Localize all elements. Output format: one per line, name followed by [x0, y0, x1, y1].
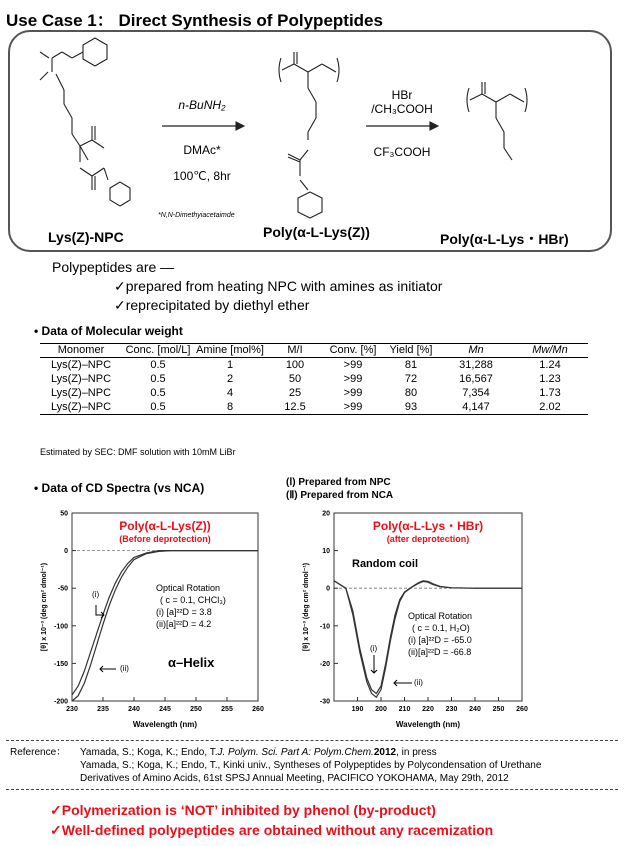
cell: 93 — [404, 401, 418, 413]
col-conc: Conc. [mol/L] — [122, 344, 194, 358]
rotation-condition: ( c = 0.1, CHCl₃) — [160, 595, 226, 605]
intro-point-2: ✓reprecipitated by diethyl ether — [114, 297, 310, 313]
reaction-scheme-structures — [0, 0, 627, 260]
arrow-ii — [394, 680, 412, 686]
structure-annotation: Random coil — [352, 558, 419, 570]
cell: 80 — [404, 387, 418, 399]
chart-subtitle: (after deprotection) — [386, 534, 470, 544]
chart-subtitle: (Before deprotection) — [119, 534, 211, 544]
compound-poly-lys-hbr: Poly(α-L-Lys・HBr) — [440, 231, 569, 247]
cell: 1.73 — [539, 387, 561, 399]
x-tick-label: 255 — [221, 706, 233, 713]
table-row — [40, 400, 588, 414]
x-tick-label: 200 — [375, 706, 387, 713]
col-yield: Yield [%] — [382, 344, 440, 358]
table-row — [40, 372, 588, 386]
col-mn: Mn — [440, 344, 512, 358]
rotation-value-ii: (ii)[a]²²D = 4.2 — [156, 619, 212, 629]
cd-heading: • Data of CD Spectra (vs NCA) — [34, 481, 205, 495]
x-tick-label: 230 — [66, 706, 78, 713]
arrow-ii — [100, 666, 116, 672]
reagent-solvent: DMAc* — [183, 143, 221, 157]
mw-table-wrap — [40, 343, 588, 415]
y-tick-label: -200 — [53, 698, 68, 706]
cell: Lys(Z)–NPC — [50, 387, 112, 399]
cell: 1.24 — [539, 359, 561, 371]
x-axis-label: Wavelength (nm) — [132, 720, 198, 729]
cell: 1 — [226, 359, 234, 371]
x-tick-label: 260 — [516, 706, 528, 713]
cell: 0.5 — [150, 359, 166, 371]
x-tick-label: 240 — [469, 706, 481, 713]
reference-label: Reference： — [10, 747, 67, 758]
reagent-conditions: 100℃, 8hr — [173, 169, 231, 183]
series-label-i: (i) — [92, 590, 100, 599]
cell: 0.5 — [150, 401, 166, 413]
y-tick-label: 0 — [326, 585, 330, 593]
intro-lead: Polypeptides are — — [52, 259, 175, 275]
arrow-i — [371, 655, 377, 673]
reference-journal: J. Polym. Sci. Part A: Polym.Chem. — [217, 747, 374, 758]
reagent-acetic-acid: /CH₃COOH — [371, 102, 433, 116]
rotation-value-i: (i) [a]²²D = 3.8 — [156, 607, 212, 617]
x-tick-label: 220 — [422, 706, 434, 713]
mw-note: Estimated by SEC: DMF solution with 10mM LiBr — [40, 447, 236, 457]
cell: 81 — [404, 359, 418, 371]
cell: Lys(Z)–NPC — [50, 401, 112, 413]
reference-status: , in press — [396, 747, 437, 758]
benzene-ring-3 — [298, 192, 322, 218]
cell: 2 — [226, 373, 234, 385]
reagent-tfa: CF₃COOH — [373, 145, 431, 159]
conclusion-1: ✓Polymerization is ‘NOT’ inhibited by phenol (by-product) — [50, 802, 436, 818]
rotation-condition: ( c = 0.1, H₂O) — [412, 623, 470, 633]
rotation-value-i: (i) [a]²²D = -65.0 — [408, 635, 472, 645]
cell: 7,354 — [462, 387, 490, 399]
y-tick-label: 10 — [322, 548, 330, 556]
table-row — [40, 386, 588, 400]
series-label-i: (i) — [370, 644, 378, 653]
rotation-title: Optical Rotation — [408, 611, 473, 621]
reference-box — [6, 740, 618, 790]
cell: 0.5 — [150, 387, 166, 399]
cell: 72 — [404, 373, 418, 385]
cell: 4,147 — [462, 401, 490, 413]
cell: >99 — [343, 401, 363, 413]
col-monomer: Monomer — [40, 344, 122, 358]
conclusion-2: ✓Well-defined polypeptides are obtained without any racemization — [50, 822, 494, 838]
cell: 2.02 — [539, 401, 561, 413]
mw-table-header — [40, 344, 588, 358]
chart-title: Poly(α-L-Lys(Z)) — [119, 519, 211, 533]
y-tick-label: 50 — [60, 510, 68, 518]
x-tick-label: 245 — [159, 706, 171, 713]
compound-poly-lysz: Poly(α-L-Lys(Z)) — [263, 224, 370, 240]
y-tick-label: -150 — [53, 660, 68, 668]
cd-chart-lysz — [0, 505, 300, 735]
chart-title: Poly(α-L-Lys・HBr) — [372, 519, 484, 533]
reagent-amine: n-BuNH₂ — [178, 98, 226, 112]
col-mi: M/I — [266, 344, 324, 358]
y-tick-label: -100 — [53, 623, 68, 631]
page-title: Use Case 1： Direct Synthesis of Polypeptides — [6, 11, 383, 30]
structure-annotation: α–Helix — [168, 655, 215, 670]
y-tick-label: 20 — [322, 510, 330, 518]
x-tick-label: 230 — [445, 706, 458, 713]
compound-lysz-npc: Lys(Z)-NPC — [48, 229, 124, 245]
reference-authors-1: Yamada, S.; Koga, K.; Endo, T. — [80, 747, 218, 758]
intro-point-1: ✓prepared from heating NPC with amines as initiator — [114, 278, 443, 294]
cell: 1.23 — [539, 373, 561, 385]
table-row — [40, 358, 588, 373]
x-tick-label: 240 — [128, 706, 140, 713]
mw-heading: • Data of Molecular weight — [34, 324, 183, 338]
benzene-ring-1 — [83, 38, 107, 66]
cell: 16,567 — [459, 373, 493, 385]
cd-chart-lys-hbr — [294, 505, 614, 735]
cell: Lys(Z)–NPC — [50, 373, 112, 385]
x-tick-label: 250 — [492, 706, 505, 713]
rotation-title: Optical Rotation — [156, 583, 221, 593]
col-conv: Conv. [%] — [324, 344, 382, 358]
cell: 12.5 — [284, 401, 306, 413]
cell: 0.5 — [150, 373, 166, 385]
col-amine: Amine [mol%] — [194, 344, 266, 358]
y-tick-label: -30 — [319, 698, 330, 706]
reference-line-2: Yamada, S.; Koga, K.; Endo, T., Kinki univ., Syntheses of Polypeptides by Polycondensation of Urethane — [80, 760, 542, 771]
x-tick-label: 210 — [398, 706, 411, 713]
series-label-ii: (ii) — [120, 664, 129, 673]
cell: >99 — [343, 373, 363, 385]
scheme-footnote: *N,N-Dimethyiacetaimde — [158, 212, 235, 219]
y-tick-label: -10 — [319, 623, 330, 631]
col-mwmn: Mw/Mn — [512, 344, 588, 358]
legend-npc: (Ⅰ) Prepared from NPC — [286, 477, 391, 488]
benzene-ring-2 — [110, 182, 130, 206]
cell: 8 — [226, 401, 234, 413]
cell: >99 — [343, 359, 363, 371]
x-tick-label: 250 — [190, 706, 202, 713]
x-tick-label: 190 — [351, 706, 364, 713]
x-axis-label: Wavelength (nm) — [395, 720, 461, 729]
y-axis-label: [θ] x 10⁻³ (deg cm² dmol⁻¹) — [303, 562, 310, 652]
y-tick-label: -20 — [319, 660, 330, 668]
mw-table — [40, 344, 588, 414]
series-label-ii: (ii) — [414, 678, 423, 687]
y-tick-label: -50 — [57, 585, 68, 593]
x-tick-label: 260 — [252, 706, 264, 713]
cell: 50 — [288, 373, 302, 385]
cell: 25 — [288, 387, 302, 399]
reagent-hbr: HBr — [391, 88, 413, 102]
y-tick-label: 0 — [64, 548, 68, 556]
cell: >99 — [343, 387, 363, 399]
x-tick-label: 235 — [97, 706, 109, 713]
rotation-value-ii: (ii)[a]²²D = -66.8 — [408, 647, 472, 657]
arrow-i — [96, 605, 104, 618]
cell: 31,288 — [459, 359, 493, 371]
legend-nca: (Ⅱ) Prepared from NCA — [286, 490, 394, 501]
reference-line-3: Derivatives of Amino Acids, 61st SPSJ Annual Meeting, PACIFICO YOKOHAMA, May 29th, 2012 — [80, 773, 509, 784]
cell: 100 — [285, 359, 305, 371]
y-axis-label: [θ] x 10⁻³ (deg cm² dmol⁻¹) — [41, 562, 48, 652]
reference-line-1 — [6, 746, 618, 759]
cell: Lys(Z)–NPC — [50, 359, 112, 371]
cell: 4 — [226, 387, 234, 399]
reference-year: 2012 — [373, 747, 397, 758]
